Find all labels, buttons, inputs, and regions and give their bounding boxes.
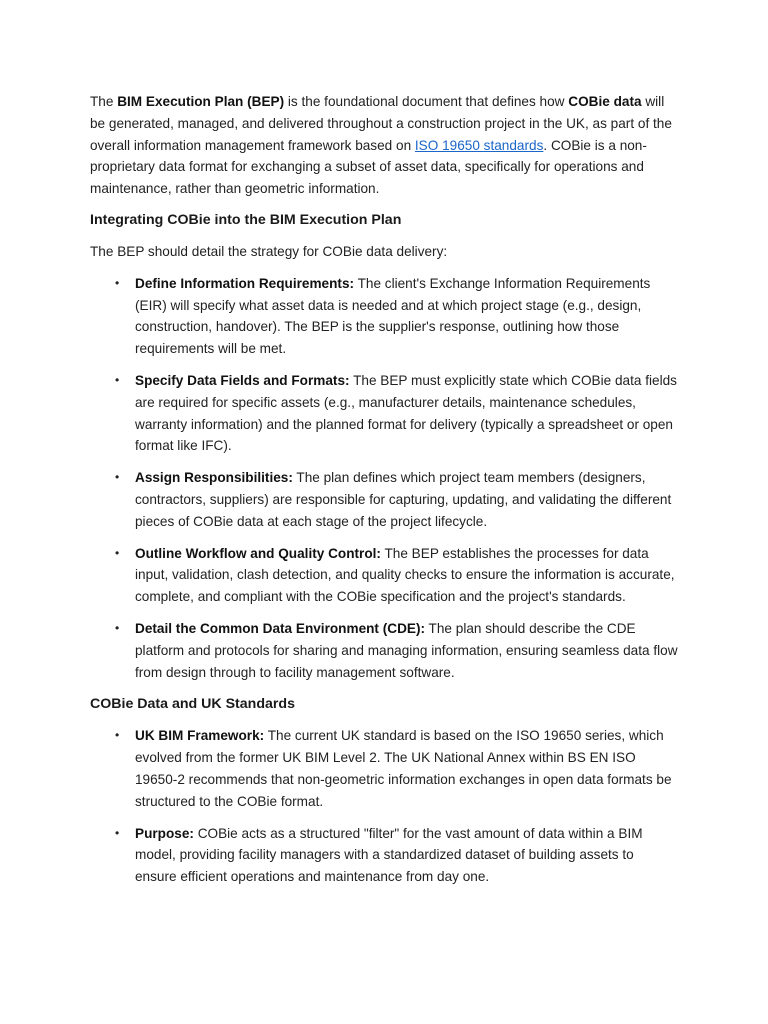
intro-paragraph bbox=[90, 91, 678, 200]
list-item-term: UK BIM Framework: bbox=[135, 728, 265, 744]
section-lead: The BEP should detail the strategy for COBie data delivery: bbox=[90, 243, 448, 259]
list-item bbox=[90, 467, 678, 532]
bullet-icon: • bbox=[115, 372, 120, 387]
list-item-term: Detail the Common Data Environment (CDE): bbox=[135, 620, 426, 636]
list-item-text: COBie acts as a structured "filter" for the vast amount of data within a BIM model, providing facility managers with a standardized dataset of building assets to ensure efficient operations and maintenance from day one. bbox=[135, 825, 643, 885]
list-item bbox=[90, 823, 678, 888]
list-item bbox=[90, 618, 678, 683]
list-item-term: Purpose: bbox=[135, 825, 194, 841]
section-heading-integrating: Integrating COBie into the BIM Execution Plan bbox=[90, 211, 402, 228]
bullet-icon: • bbox=[115, 728, 120, 743]
bullet-icon: • bbox=[115, 825, 120, 840]
bullet-icon: • bbox=[115, 545, 120, 560]
list-item-term: Outline Workflow and Quality Control: bbox=[135, 545, 381, 561]
list-item-term: Specify Data Fields and Formats: bbox=[135, 372, 350, 388]
intro-text-2: is the foundational document that defines how bbox=[284, 94, 569, 109]
intro-bold-bep: BIM Execution Plan (BEP) bbox=[117, 94, 285, 109]
list-item-text: The current UK standard is based on the ISO 19650 series, which evolved from the former UK BIM Level 2. The UK National Annex within BS EN ISO 19650-2 recommends that non-geometric information exchanges in open data formats be structured to the COBie format. bbox=[135, 728, 672, 809]
bullet-icon: • bbox=[115, 620, 120, 635]
intro-text-1: The bbox=[90, 94, 118, 109]
integration-list bbox=[90, 273, 678, 684]
uk-standards-list bbox=[90, 725, 678, 888]
list-item bbox=[90, 725, 678, 812]
intro-text-4: . COBie is a non-proprietary data format for exchanging a subset of asset data, specifically for operations and maintenance, rather than geometric information. bbox=[90, 137, 647, 197]
list-item bbox=[90, 370, 678, 457]
list-item-text: The BEP establishes the processes for data input, validation, clash detection, and quality checks to ensure the information is accurate, complete, and compliant with the COBie specification and the project's standards. bbox=[135, 545, 675, 605]
bullet-icon: • bbox=[115, 470, 120, 485]
list-item bbox=[90, 273, 678, 360]
intro-bold-cobie: COBie data bbox=[568, 94, 642, 109]
list-item-text: The BEP must explicitly state which COBie data fields are required for specific assets (e.g., manufacturer details, maintenance schedules, warranty information) and the planned format for delivery (typically a spreadsheet or open format like IFC). bbox=[135, 372, 677, 454]
bullet-icon: • bbox=[115, 275, 120, 290]
section-heading-uk-standards: COBie Data and UK Standards bbox=[90, 696, 295, 713]
intro-text-3: will be generated, managed, and delivered throughout a construction project in the UK, as part of the overall information management framework based on bbox=[90, 94, 672, 153]
list-item bbox=[90, 543, 678, 608]
iso-19650-link[interactable]: ISO 19650 standards bbox=[414, 137, 544, 153]
list-item-text: The client's Exchange Information Requirements (EIR) will specify what asset data is needed and at which project stage (e.g., design, construction, handover). The BEP is the supplier's response, outlining how those requirements will be met. bbox=[135, 275, 651, 357]
list-item-text: The plan should describe the CDE platform and protocols for sharing and managing information, ensuring seamless data flow from design through to facility management software. bbox=[135, 620, 678, 680]
list-item-term: Define Information Requirements: bbox=[135, 275, 355, 291]
list-item-term: Assign Responsibilities: bbox=[135, 470, 293, 486]
list-item-text: The plan defines which project team members (designers, contractors, suppliers) are responsible for capturing, updating, and validating the different pieces of COBie data at each stage of the project lifecycle. bbox=[135, 470, 672, 529]
